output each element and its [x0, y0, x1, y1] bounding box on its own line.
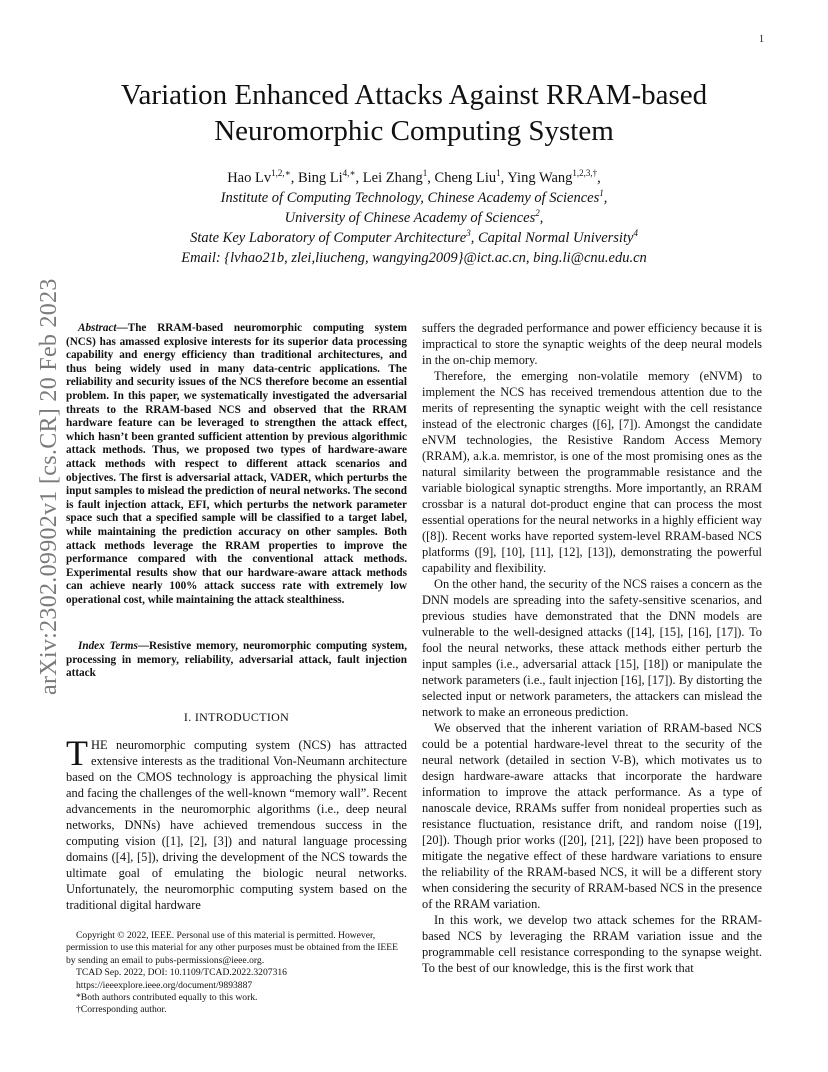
section-heading-introduction: I. INTRODUCTION	[183, 710, 290, 724]
abstract	[66, 322, 407, 607]
right-paragraph-4: We observed that the inherent variation of RRAM-based NCS could be a potential hardware-level threat to the security of the neural network (detailed in section V-B), which motivates us to design hardware-aware attacks that incorporate the hardware information to improve the attack performance. As a type of nanoscale device, RRAMs suffer from nonideal properties such as resistance fluctuation, resistance drift, and random noise ([19], [20]). Though prior works ([20], [21], [22]) have been proposed to mitigate the negative effect of these hardware variations to ensure the reliability of the RRAM-based NCS, it will be a different story when considering the security of RRAM-based NCS in the presence of the RRAM variation.	[422, 721, 762, 911]
abstract-label: Abstract	[78, 322, 117, 334]
title-line-1: Variation Enhanced Attacks Against RRAM-based	[120, 79, 708, 111]
intro-text: HE neuromorphic computing system (NCS) has attracted extensive interests as the traditional Von-Neumann architecture based on the CMOS technology is approaching the physical limit and facing the challenges of the well-known “memory wall”. Recent advancements in the neuromorphic algorithms (i.e., deep neural networks, DNNs) have achieved tremendous success in the computing vision ([1], [2], [3]) and natural language processing domains ([4], [5]), driving the development of the NCS towards the ultimate goal of emulating the biologic neural networks. Unfortunately, the neuromorphic computing system based on the traditional digital hardware	[66, 738, 407, 912]
author-block	[0, 168, 828, 268]
equal-contribution-footnote: *Both authors contributed equally to this work.	[76, 992, 258, 1004]
paper-title	[0, 77, 828, 149]
right-paragraph-2: Therefore, the emerging non-volatile memory (eNVM) to implement the NCS has received tremendous attention due to the merits of representing the synaptic weight with the cell resistance instead of the electronic charges ([6], [7]). Amongst the candidate eNVM technologies, the Resistive Random Access Memory (RRAM), a.k.a. memristor, is one of the most promising ones as the natural similarity between the programmable resistance and the variable biological synaptic strengths. More importantly, an RRAM crossbar is a natural dot-product engine that can process the most essential operations for the neural networks in a highly efficient way ([8]). Recent works have reported system-level RRAM-based NCS platforms ([9], [10], [11], [12], [13]), demonstrating the powerful capability and flexibility.	[422, 369, 762, 575]
url-footnote[interactable]: https://ieeexplore.ieee.org/document/9893887	[76, 979, 253, 991]
drop-cap: T	[66, 733, 88, 773]
index-terms	[66, 640, 407, 681]
index-terms-text: —Resistive memory, neuromorphic computing system, processing in memory, reliability, adversarial attack, fault injection attack	[66, 640, 407, 680]
right-paragraph-1: suffers the degraded performance and power efficiency because it is impractical to store the synaptic weights of the deep neural models in the on-chip memory.	[422, 321, 762, 367]
title-line-2: Neuromorphic Computing System	[214, 115, 614, 147]
affiliation-2: University of Chinese Academy of Sciences$^2$,	[284, 208, 544, 226]
affiliation-3: State Key Laboratory of Computer Architecture$^3$, Capital Normal University$^4$	[190, 228, 638, 246]
affiliation-1: Institute of Computing Technology, Chinese Academy of Sciences$^1$,	[220, 188, 608, 206]
right-column	[422, 320, 762, 976]
email-line: Email: {lvhao21b, zlei,liucheng, wangying2009}@ict.ac.cn, bing.li@cnu.edu.cn	[181, 250, 647, 266]
corresponding-author-footnote: †Corresponding author.	[76, 1004, 167, 1016]
arxiv-identifier-stamp: arXiv:2302.09902v1 [cs.CR] 20 Feb 2023	[36, 278, 62, 695]
footnotes	[66, 930, 407, 1017]
doi-footnote: TCAD Sep. 2022, DOI: 10.1109/TCAD.2022.3207316	[76, 967, 287, 979]
abstract-text: —The RRAM-based neuromorphic computing system (NCS) has amassed explosive interests for its superior data processing capability and energy efficiency than traditional architectures, and thus being widely used in many data-centric applications. The reliability and security issues of the NCS therefore become an essential problem. In this paper, we systematically investigated the adversarial threats to the RRAM-based NCS and observed that the RRAM hardware feature can be leveraged to strengthen the attack effect, which hasn’t been granted sufficient attention by previous algorithmic attack methods. Thus, we proposed two types of hardware-aware attack methods with respect to different attack scenarios and objectives. The first is adversarial attack, VADER, which perturbs the input samples to mislead the prediction of neural networks. The second is fault injection attack, EFI, which perturbs the network parameter space such that a specified sample will be classified to a target label, while maintaining the prediction accuracy on other samples. Both attack methods leverage the RRAM properties to improve the performance compared with the conventional attack methods. Experimental results show that our hardware-aware attack methods can achieve nearly 100% attack success rate with extremely low operational cost, while maintaining the attack stealthiness.	[66, 322, 407, 606]
page-number: 1	[759, 34, 764, 45]
introduction-paragraph-1	[66, 733, 407, 913]
copyright-footnote: Copyright © 2022, IEEE. Personal use of this material is permitted. However, permission to use this material for any other purposes must be obtained from the IEEE by sending an email to pubs-permissions@ieee.org.	[66, 930, 398, 966]
right-paragraph-5: In this work, we develop two attack schemes for the RRAM-based NCS by leveraging the RRAM variation issue and the programmable cell resistance corresponding to the synapse weight. To the best of our knowledge, this is the first work that	[422, 913, 762, 975]
right-paragraph-3: On the other hand, the security of the NCS raises a concern as the DNN models are spreading into the safety-sensitive scenarios, and previous studies have demonstrated that the DNN models are vulnerable to the well-designed attacks ([14], [15], [16], [17]). To fool the neural networks, these attack methods either perturb the input samples (i.e., adversarial attack [15], [18]) or manipulate the network parameters (i.e., fault injection [16], [17]). By distorting the selected input or network parameters, the attackers can mislead the network to make an erroneous prediction.	[422, 577, 762, 719]
index-terms-label: Index Terms	[78, 640, 138, 652]
authors-line: Hao $Lv^{1,2,∗}$, Bing $Li^{4,∗}$, Lei Zhang$^1$, Cheng Liu$^1$, Ying Wang$^{1,2,3,\dagger}$,	[227, 168, 601, 186]
